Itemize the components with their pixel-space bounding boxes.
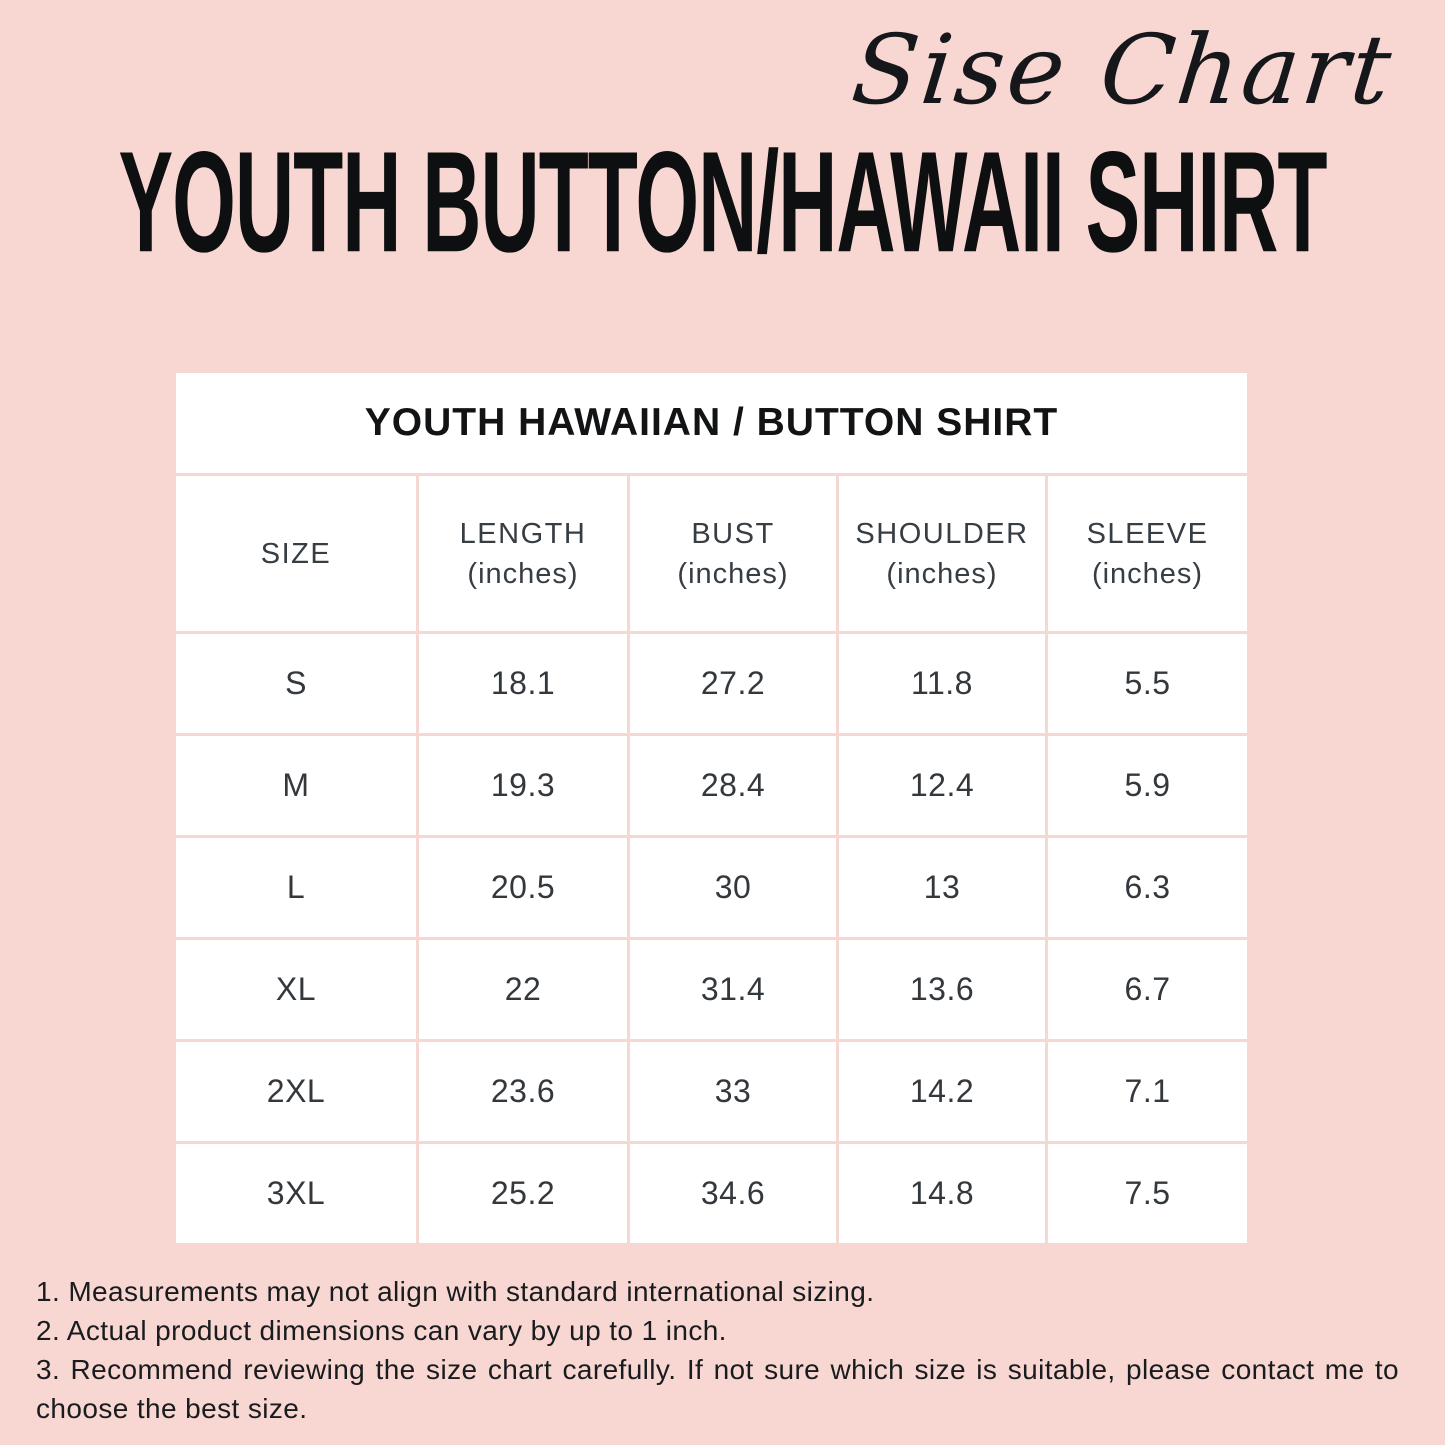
sleeve-cell: 6.3 bbox=[1047, 837, 1249, 939]
column-header-shoulder bbox=[838, 475, 1047, 633]
bust-cell: 30 bbox=[629, 837, 838, 939]
bust-cell: 28.4 bbox=[629, 735, 838, 837]
length-cell: 22 bbox=[418, 939, 629, 1041]
note-1: 1. Measurements may not align with standard international sizing. bbox=[36, 1276, 875, 1307]
sleeve-cell: 7.1 bbox=[1047, 1041, 1249, 1143]
length-cell: 19.3 bbox=[418, 735, 629, 837]
size-cell: XL bbox=[175, 939, 418, 1041]
table-row-m bbox=[175, 735, 1249, 837]
shoulder-cell: 14.8 bbox=[838, 1143, 1047, 1245]
size-cell: S bbox=[175, 633, 418, 735]
shoulder-cell: 13.6 bbox=[838, 939, 1047, 1041]
length-cell: 23.6 bbox=[418, 1041, 629, 1143]
size-cell: M bbox=[175, 735, 418, 837]
notes-section bbox=[36, 1272, 1399, 1428]
sleeve-cell: 5.9 bbox=[1047, 735, 1249, 837]
sleeve-cell: 6.7 bbox=[1047, 939, 1249, 1041]
size-cell: L bbox=[175, 837, 418, 939]
column-label: SHOULDER bbox=[855, 517, 1029, 550]
table-title-row bbox=[175, 372, 1249, 475]
shoulder-cell: 14.2 bbox=[838, 1041, 1047, 1143]
note-3: 3. Recommend reviewing the size chart carefully. If not sure which size is suitable, please contact me to choose the best size. bbox=[36, 1354, 1399, 1424]
column-label: SIZE bbox=[260, 537, 332, 570]
table-row-3xl bbox=[175, 1143, 1249, 1245]
size-cell: 2XL bbox=[175, 1041, 418, 1143]
shoulder-cell: 11.8 bbox=[838, 633, 1047, 735]
length-cell: 25.2 bbox=[418, 1143, 629, 1245]
length-cell: 20.5 bbox=[418, 837, 629, 939]
size-chart-table bbox=[173, 370, 1250, 1246]
column-unit: (inches) bbox=[677, 557, 789, 590]
table-row-l bbox=[175, 837, 1249, 939]
column-unit: (inches) bbox=[467, 557, 579, 590]
table-title: YOUTH HAWAIIAN / BUTTON SHIRT bbox=[175, 372, 1249, 475]
column-header-sleeve bbox=[1047, 475, 1249, 633]
column-label: BUST bbox=[691, 517, 775, 550]
table-header-row bbox=[175, 475, 1249, 633]
sleeve-cell: 5.5 bbox=[1047, 633, 1249, 735]
page-title: YOUTH BUTTON/HAWAII SHIRT bbox=[118, 123, 1327, 283]
column-header-size bbox=[175, 475, 418, 633]
column-header-length bbox=[418, 475, 629, 633]
column-header-bust bbox=[629, 475, 838, 633]
table-row-2xl bbox=[175, 1041, 1249, 1143]
column-unit: (inches) bbox=[1091, 557, 1204, 590]
bust-cell: 33 bbox=[629, 1041, 838, 1143]
column-label: SLEEVE bbox=[1086, 517, 1209, 550]
bust-cell: 31.4 bbox=[629, 939, 838, 1041]
column-label: LENGTH bbox=[459, 517, 587, 550]
table-row-s bbox=[175, 633, 1249, 735]
table-row-xl bbox=[175, 939, 1249, 1041]
length-cell: 18.1 bbox=[418, 633, 629, 735]
sleeve-cell: 7.5 bbox=[1047, 1143, 1249, 1245]
shoulder-cell: 13 bbox=[838, 837, 1047, 939]
size-cell: 3XL bbox=[175, 1143, 418, 1245]
script-title: Sise Chart bbox=[847, 14, 1399, 126]
shoulder-cell: 12.4 bbox=[838, 735, 1047, 837]
column-unit: (inches) bbox=[886, 557, 998, 590]
bust-cell: 34.6 bbox=[629, 1143, 838, 1245]
note-2: 2. Actual product dimensions can vary by up to 1 inch. bbox=[36, 1315, 727, 1346]
bust-cell: 27.2 bbox=[629, 633, 838, 735]
